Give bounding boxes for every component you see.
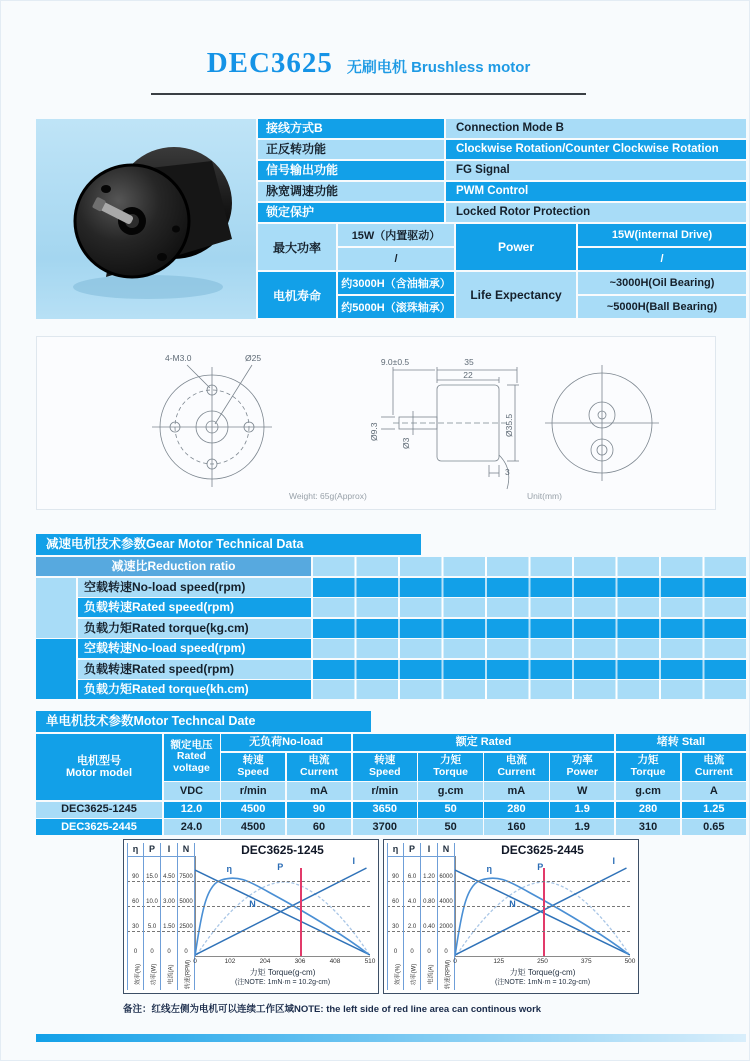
header-line: 电流 xyxy=(308,753,330,766)
gear-row-cells xyxy=(313,660,746,679)
y-tick-label: 0 xyxy=(167,949,171,955)
spec-label: 接线方式B xyxy=(258,119,444,138)
x-tick-label: 250 xyxy=(537,958,548,965)
gear-row xyxy=(36,660,746,679)
spec-label: 信号输出功能 xyxy=(258,161,444,180)
gear-row-cells xyxy=(313,680,746,699)
group-header-noload: 无负荷No-load xyxy=(221,734,351,751)
axis-symbol: I xyxy=(161,843,177,857)
x-tick-label: 204 xyxy=(259,958,271,965)
sub-header xyxy=(353,753,417,781)
spec-value: 15W（内置驱动） xyxy=(338,224,454,246)
axis-name-label: 效率(%) xyxy=(395,963,402,986)
axis-symbol: N xyxy=(438,843,454,857)
x-tick-label: 102 xyxy=(224,958,236,965)
axis-symbol: η xyxy=(128,843,143,857)
header-line: Power xyxy=(566,765,598,778)
spec-value: ~3000H(Oil Bearing) xyxy=(578,272,746,294)
motor-value-cell: 12.0 xyxy=(164,802,220,818)
performance-chart xyxy=(123,839,379,994)
y-tick-label: 5000 xyxy=(179,899,193,905)
spec-life-row xyxy=(258,272,746,318)
spec-label: 脉宽调速功能 xyxy=(258,182,444,201)
header-line: voltage xyxy=(173,762,210,775)
gear-row-cells xyxy=(313,557,746,576)
unit-cell: mA xyxy=(484,782,548,800)
spec-value: 约3000H（含油轴承） xyxy=(338,272,454,294)
page-header xyxy=(151,47,586,80)
axis-column xyxy=(161,843,178,990)
header-line: 力矩 xyxy=(440,753,462,766)
spec-label: 最大功率 xyxy=(258,224,336,270)
spec-value: / xyxy=(578,248,746,270)
x-tick-label: 306 xyxy=(294,958,306,965)
y-tick-label: 4.0 xyxy=(407,899,417,905)
gear-row xyxy=(36,639,746,658)
sub-header xyxy=(418,753,482,781)
axis-column xyxy=(178,843,195,990)
gear-row-label: 负载转速Rated speed(rpm) xyxy=(78,598,311,617)
x-tick-label: 500 xyxy=(624,958,636,965)
x-axis-label: 力矩 Torque(g-cm) xyxy=(249,968,316,977)
gear-row xyxy=(36,619,746,638)
axis-symbol: η xyxy=(388,843,403,857)
y-tick-label: 10.0 xyxy=(146,899,158,905)
axis-column xyxy=(421,843,438,990)
y-tick-label: 2000 xyxy=(439,924,453,930)
spec-values-cn xyxy=(338,224,454,270)
y-tick-label: 0 xyxy=(393,949,398,955)
gear-row-cells xyxy=(313,578,746,597)
motor-value-cell: 160 xyxy=(484,819,548,835)
spec-label-en: Power xyxy=(456,224,576,270)
unit-cell: A xyxy=(682,782,746,800)
y-tick-label: 0 xyxy=(444,949,448,955)
spec-label: 正反转功能 xyxy=(258,140,444,159)
header-line: Current xyxy=(497,765,536,778)
curve-label: N xyxy=(249,899,256,909)
y-tick-label: 5.0 xyxy=(147,924,157,930)
motor-value-cell: 310 xyxy=(616,819,680,835)
y-tick-label: 0 xyxy=(184,949,188,955)
x-tick-label: 125 xyxy=(493,958,505,965)
unit-cell: g.cm xyxy=(616,782,680,800)
motor-model-cell: DEC3625-2445 xyxy=(36,819,162,835)
spec-value: FG Signal xyxy=(446,161,746,180)
dim-label: 22 xyxy=(463,370,473,380)
gear-row-label: 负载力矩Rated torque(kh.cm) xyxy=(78,680,311,699)
x-axis-line xyxy=(195,956,370,957)
page-title: DEC3625 xyxy=(206,47,333,79)
y-tick-label: 1.20 xyxy=(423,874,435,880)
spec-values-en xyxy=(578,272,746,318)
spec-value: 15W(internal Drive) xyxy=(578,224,746,246)
gear-row-label: 空载转速No-load speed(rpm) xyxy=(78,578,311,597)
header-line: 电流 xyxy=(703,753,725,766)
y-tick-label: 3.00 xyxy=(163,899,175,905)
dim-label: Ø9.3 xyxy=(369,422,379,441)
spec-value: Connection Mode B xyxy=(446,119,746,138)
header-line: Torque xyxy=(433,765,468,778)
spec-values-cn xyxy=(338,272,454,318)
sub-header xyxy=(287,753,351,781)
x-tick-label: 0 xyxy=(453,958,457,965)
header-line: 电机型号 xyxy=(77,754,121,767)
gear-row-cells xyxy=(313,598,746,617)
y-tick-label: 0.40 xyxy=(423,924,435,930)
gear-row-label: 减速比Reduction ratio xyxy=(36,557,311,576)
y-tick-label: 2500 xyxy=(179,924,193,930)
motor-value-cell: 50 xyxy=(418,802,482,818)
header-line: 转速 xyxy=(374,753,396,766)
spec-value: PWM Control xyxy=(446,182,746,201)
spec-row xyxy=(258,161,746,180)
motor-value-cell: 280 xyxy=(484,802,548,818)
motor-image xyxy=(36,119,256,319)
axis-column xyxy=(387,843,404,990)
gear-table-title: 减速电机技术参数Gear Motor Technical Data xyxy=(36,534,421,555)
gear-row-label: 负载转速Rated speed(rpm) xyxy=(78,660,311,679)
spec-value: 约5000H（滚珠轴承） xyxy=(338,296,454,318)
x-axis-line xyxy=(455,956,630,957)
unit-cell: r/min xyxy=(221,782,285,800)
header-line: Rated xyxy=(176,750,207,763)
axis-column xyxy=(404,843,421,990)
axis-name-label: 转速(RPM) xyxy=(185,959,192,990)
dim-label: Ø3 xyxy=(401,437,411,449)
dim-label: 4-M3.0 xyxy=(165,353,192,363)
sub-header xyxy=(550,753,614,781)
dimension-drawing xyxy=(37,337,715,509)
x-tick-label: 0 xyxy=(193,958,197,965)
y-tick-label: 4.50 xyxy=(163,874,175,880)
axis-symbol: N xyxy=(178,843,194,857)
power-curve xyxy=(197,882,369,955)
spec-table xyxy=(258,119,746,318)
chart-title: DEC3625-2445 xyxy=(501,843,584,857)
motor-value-cell: 280 xyxy=(616,802,680,818)
spec-value: / xyxy=(338,248,454,270)
y-tick-label: 60 xyxy=(392,899,399,905)
x-axis-label: 力矩 Torque(g-cm) xyxy=(509,968,576,977)
axis-symbol: I xyxy=(421,843,437,857)
y-tick-label: 30 xyxy=(132,924,139,930)
unit-cell: r/min xyxy=(353,782,417,800)
motor-value-cell: 1.25 xyxy=(682,802,746,818)
header-line: 额定电压 xyxy=(170,738,213,751)
curve-label: P xyxy=(277,862,284,872)
sub-header xyxy=(484,753,548,781)
header-line: 电流 xyxy=(505,753,527,766)
y-tick-label: 0 xyxy=(133,949,138,955)
gear-row-cells xyxy=(313,619,746,638)
y-tick-label: 7500 xyxy=(179,874,193,880)
y-tick-label: 0 xyxy=(410,949,414,955)
dim-label: Ø25 xyxy=(245,353,262,363)
footer-accent-bar xyxy=(36,1034,746,1042)
y-tick-label: 15.0 xyxy=(146,874,158,880)
motor-model-cell: DEC3625-1245 xyxy=(36,802,162,818)
x-tick-label: 375 xyxy=(580,958,592,965)
unit-label: Unit(mm) xyxy=(527,491,562,501)
gear-indent-cell xyxy=(36,639,76,699)
y-tick-label: 6000 xyxy=(439,874,453,880)
gear-row xyxy=(36,578,746,597)
axis-column xyxy=(127,843,144,990)
weight-label: Weight: 65g(Approx) xyxy=(289,491,367,501)
header-line: Speed xyxy=(369,765,401,778)
axis-column xyxy=(438,843,455,990)
curve-label: N xyxy=(509,899,516,909)
y-tick-label: 60 xyxy=(132,899,139,905)
group-header-stall: 堵转 Stall xyxy=(616,734,746,751)
header-line: Motor model xyxy=(66,767,132,779)
curve-label: η xyxy=(486,864,492,874)
curve-label: I xyxy=(612,856,616,866)
gear-row xyxy=(36,598,746,617)
unit-cell: g.cm xyxy=(418,782,482,800)
dim-label: Ø35.5 xyxy=(504,413,514,437)
unit-cell: W xyxy=(550,782,614,800)
sub-header xyxy=(616,753,680,781)
motor-value-cell: 50 xyxy=(418,819,482,835)
x-tick-label: 510 xyxy=(364,958,376,965)
header-line: Torque xyxy=(630,765,666,778)
spec-label: 锁定保护 xyxy=(258,203,444,222)
motor-value-cell: 3700 xyxy=(353,819,417,835)
motor-table-title: 单电机技术参数Motor Techncal Date xyxy=(36,711,371,732)
header-line: 功率 xyxy=(571,753,593,766)
axis-name-label: 功率(W) xyxy=(411,963,418,986)
header-line: Current xyxy=(694,765,733,778)
motor-value-cell: 60 xyxy=(287,819,351,835)
y-tick-label: 0.80 xyxy=(423,899,435,905)
sub-header xyxy=(682,753,746,781)
motor-value-cell: 24.0 xyxy=(164,819,220,835)
header-line: 转速 xyxy=(242,753,264,766)
y-tick-label: 2.0 xyxy=(407,924,417,930)
chart-title: DEC3625-1245 xyxy=(241,843,324,857)
x-axis-note: (注NOTE: 1mN·m = 10.2g-cm) xyxy=(234,979,331,986)
axis-name-label: 功率(W) xyxy=(151,963,158,986)
axis-column xyxy=(144,843,161,990)
header-line: 力矩 xyxy=(637,753,659,766)
dim-label: 3 xyxy=(505,467,510,477)
spec-power-row xyxy=(258,224,746,270)
rated-voltage-header xyxy=(164,734,220,781)
axis-name-label: 效率(%) xyxy=(135,963,142,986)
motor-value-cell: 90 xyxy=(287,802,351,818)
y-tick-label: 1.50 xyxy=(163,924,175,930)
curve-label: P xyxy=(537,862,544,872)
efficiency-curve xyxy=(195,878,368,956)
dim-label: 9.0±0.5 xyxy=(380,357,410,367)
spec-values-en xyxy=(578,224,746,270)
footer-note: 备注：红线左侧为电机可以连续工作区域NOTE: the left side of red line area can continous work xyxy=(123,1004,542,1015)
product-photo xyxy=(36,119,256,319)
y-tick-label: 30 xyxy=(392,924,399,930)
header-line: Current xyxy=(300,765,338,778)
sub-header xyxy=(221,753,285,781)
dim-label: 35 xyxy=(464,357,474,367)
spec-value: Clockwise Rotation/Counter Clockwise Rotation xyxy=(446,140,746,159)
spec-row xyxy=(258,119,746,138)
gear-row-cells xyxy=(313,639,746,658)
performance-chart xyxy=(383,839,639,994)
motor-value-cell: 1.9 xyxy=(550,802,614,818)
y-tick-label: 6.0 xyxy=(407,874,417,880)
spec-label: 电机寿命 xyxy=(258,272,336,318)
axis-name-label: 电流(A) xyxy=(168,964,175,985)
motor-value-cell: 4500 xyxy=(221,802,285,818)
unit-cell: mA xyxy=(287,782,351,800)
spec-label-en: Life Expectancy xyxy=(456,272,576,318)
spec-value: Locked Rotor Protection xyxy=(446,203,746,222)
gear-row-label: 空载转速No-load speed(rpm) xyxy=(78,639,311,658)
axis-symbol: P xyxy=(404,843,420,857)
y-tick-label: 0 xyxy=(427,949,431,955)
curve-label: I xyxy=(352,856,356,866)
group-header-rated: 额定 Rated xyxy=(353,734,615,751)
motor-value-cell: 1.9 xyxy=(550,819,614,835)
motor-model-header xyxy=(36,734,162,800)
x-axis-note: (注NOTE: 1mN·m = 10.2g-cm) xyxy=(494,979,591,986)
spec-row xyxy=(258,140,746,159)
y-tick-label: 0 xyxy=(150,949,154,955)
motor-value-cell: 3650 xyxy=(353,802,417,818)
x-tick-label: 408 xyxy=(329,958,341,965)
spec-row xyxy=(258,203,746,222)
axis-name-label: 转速(RPM) xyxy=(445,959,452,990)
spec-row xyxy=(258,182,746,201)
gear-reduction-row xyxy=(36,557,746,576)
motor-value-cell: 4500 xyxy=(221,819,285,835)
axis-name-label: 电流(A) xyxy=(428,964,435,985)
axis-symbol: P xyxy=(144,843,160,857)
technical-drawing-panel xyxy=(36,336,716,510)
y-tick-label: 90 xyxy=(392,874,399,880)
motor-table xyxy=(36,734,746,835)
unit-cell: VDC xyxy=(164,782,220,800)
gear-row-label: 负载力矩Rated torque(kg.cm) xyxy=(78,619,311,638)
header-line: Speed xyxy=(237,765,269,778)
motor-value-cell: 0.65 xyxy=(682,819,746,835)
page-subtitle: 无刷电机 Brushless motor xyxy=(346,59,531,76)
gear-row xyxy=(36,680,746,699)
spec-value: ~5000H(Ball Bearing) xyxy=(578,296,746,318)
y-tick-label: 4000 xyxy=(439,899,453,905)
gear-indent-cell xyxy=(36,578,76,638)
header-divider xyxy=(151,93,586,95)
y-tick-label: 90 xyxy=(132,874,139,880)
curve-label: η xyxy=(226,864,232,874)
gear-table-body xyxy=(36,557,746,701)
